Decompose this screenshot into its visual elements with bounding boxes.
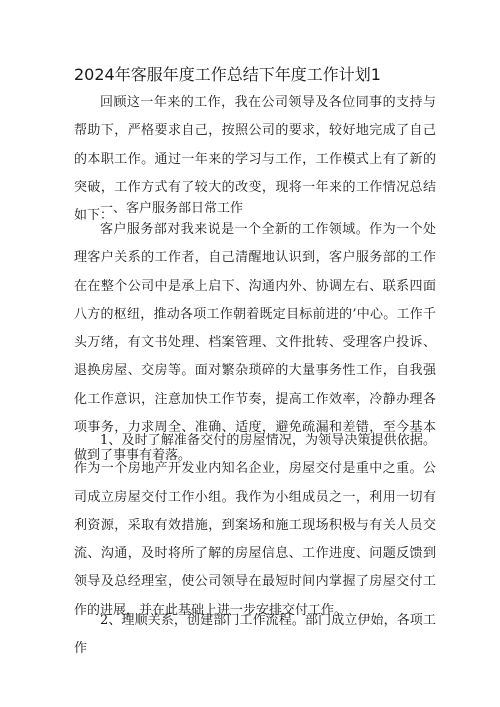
- section-heading-daily-work: 一、客户服务部日常工作: [100, 201, 244, 216]
- paragraph-intro: 回顾这一年来的工作，我在公司领导及各位同事的支持与帮助下，严格要求自己，按照公司的要求，较好地完成了自己的本职工作。通过一年来的学习与工作，工作模式上有了新的突破，工作方式有了较大的改变，现将一年来的工作情况总结如下：: [74, 95, 436, 224]
- document-title: 2024年客服年度工作总结下年度工作计划1: [74, 65, 381, 84]
- paragraph-item-1: 1、及时了解准备交付的房屋情况，为领导决策提供依据。作为一个房地产开发业内知名企业，房屋交付是重中之重。公司成立房屋交付工作小组。我作为小组成员之一，利用一切有利资源，采取有效措施，到案场和施工现场积极与有关人员交流、沟通，及时将所了解的房屋信息、工作进度、问题反馈到领导及总经理室，使公司领导在最短时间内掌握了房屋交付工作的进展，并在此基础上进一步安排交付工作。: [74, 433, 436, 618]
- paragraph-item-2: 2、理顺关系，创建部门工作流程。部门成立伊始，各项工作: [74, 613, 436, 657]
- paragraph-daily-work: 客户服务部对我来说是一个全新的工作领域。作为一个处理客户关系的工作者，自己清醒地认识到，客户服务部的工作在在整个公司中是承上启下、沟通内外、协调左右、联系四面八方的枢纽，推动各项工作朝着既定目标前进的’中心。工作千头万绪，有文书处理、档案管理、文件批转、受理客户投诉、退换房屋、交房等。面对繁杂琐碎的大量事务性工作，自我强化工作意识，注意加快工作节奏，提高工作效率，冷静办理各项事务，力求周全、准确、适度，避免疏漏和差错，至今基本做到了事事有着落。: [74, 222, 436, 464]
